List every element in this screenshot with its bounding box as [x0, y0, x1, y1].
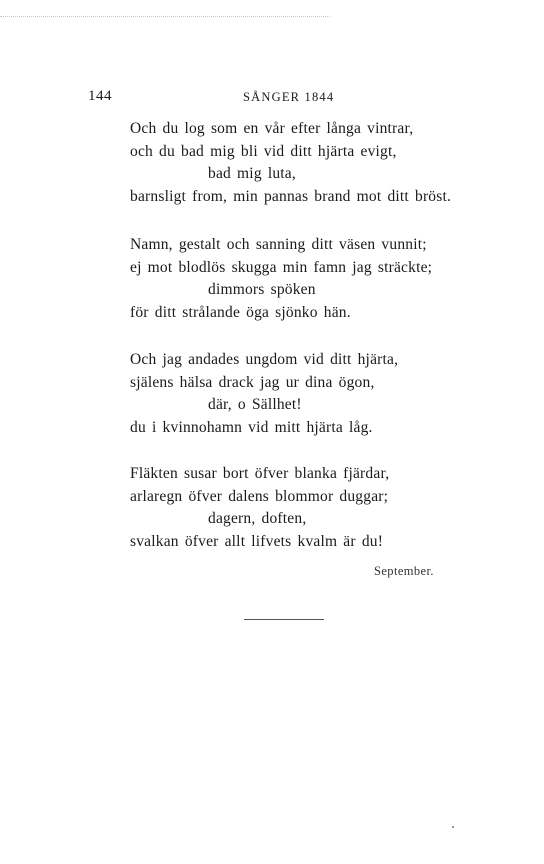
- page-speck: [452, 826, 454, 828]
- verse-line: du i kvinnohamn vid mitt hjärta låg.: [130, 418, 373, 436]
- stanza-1: [130, 118, 510, 208]
- date-signature: September.: [374, 564, 434, 578]
- stanza-4: [130, 463, 510, 553]
- verse-line-indented: dimmors spöken: [208, 281, 316, 298]
- verse-line: själens hälsa drack jag ur dina ögon,: [130, 373, 375, 391]
- top-edge-dots: [0, 16, 330, 17]
- verse-line: för ditt strålande öga sjönko hän.: [130, 303, 351, 321]
- verse-line-indented: bad mig luta,: [208, 165, 296, 182]
- page-number: 144: [88, 88, 112, 104]
- verse-line: svalkan öfver allt lifvets kvalm är du!: [130, 532, 384, 550]
- running-head: SÅNGER 1844: [243, 90, 335, 104]
- verse-line: Fläkten susar bort öfver blanka fjärdar,: [130, 465, 390, 482]
- end-rule: [244, 619, 324, 620]
- verse-line: Och du log som en vår efter långa vintrar,: [130, 120, 414, 137]
- verse-line: arlaregn öfver dalens blommor duggar;: [130, 487, 389, 505]
- verse-line: barnsligt from, min pannas brand mot ditt bröst.: [130, 187, 452, 205]
- stanza-3: [130, 349, 510, 439]
- verse-line: och du bad mig bli vid ditt hjärta evigt,: [130, 142, 397, 160]
- verse-line-indented: dagern, doften,: [208, 510, 307, 527]
- verse-line: Namn, gestalt och sanning ditt väsen vunnit;: [130, 236, 427, 253]
- verse-line: ej mot blodlös skugga min famn jag sträckte;: [130, 258, 433, 276]
- stanza-2: [130, 234, 510, 324]
- verse-line: Och jag andades ungdom vid ditt hjärta,: [130, 351, 399, 368]
- verse-line-indented: där, o Sällhet!: [208, 396, 302, 413]
